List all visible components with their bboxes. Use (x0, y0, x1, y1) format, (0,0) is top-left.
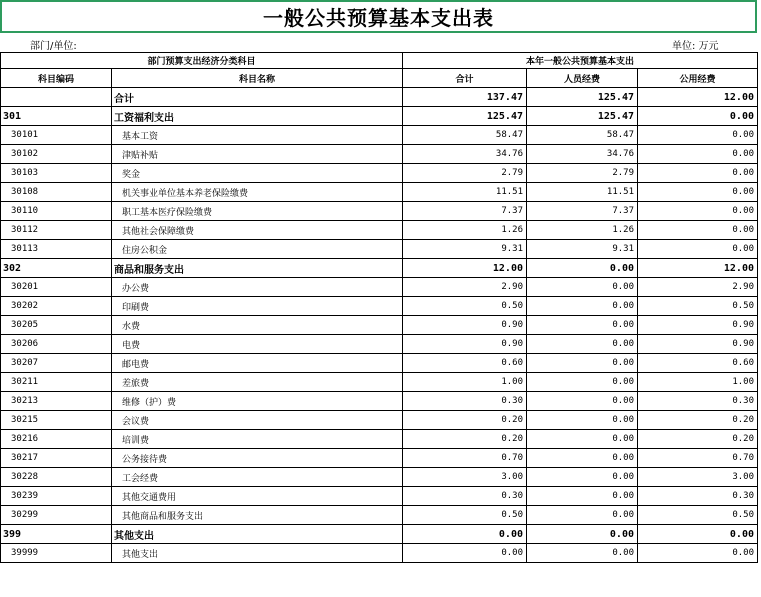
page-title: 一般公共预算基本支出表 (263, 6, 494, 30)
row-name: 电费 (112, 335, 403, 354)
header-group-right: 本年一般公共预算基本支出 (403, 53, 758, 69)
row-name: 其他社会保障缴费 (112, 221, 403, 240)
row-code: 301 (1, 107, 112, 126)
row-total: 9.31 (403, 240, 527, 259)
row-name: 其他支出 (112, 544, 403, 563)
row-code: 30101 (1, 126, 112, 145)
row-code: 302 (1, 259, 112, 278)
table-row (1, 373, 758, 392)
row-name: 基本工资 (112, 126, 403, 145)
table-row (1, 430, 758, 449)
row-public: 0.30 (638, 392, 758, 411)
row-code: 30110 (1, 202, 112, 221)
row-personnel: 2.79 (527, 164, 638, 183)
header-public: 公用经费 (638, 69, 758, 88)
row-code: 30113 (1, 240, 112, 259)
row-code: 30215 (1, 411, 112, 430)
row-name: 办公费 (112, 278, 403, 297)
table-row (1, 107, 758, 126)
row-personnel: 34.76 (527, 145, 638, 164)
row-code: 39999 (1, 544, 112, 563)
row-total: 0.90 (403, 335, 527, 354)
row-public: 0.70 (638, 449, 758, 468)
row-personnel: 0.00 (527, 411, 638, 430)
row-total: 0.30 (403, 487, 527, 506)
row-code: 399 (1, 525, 112, 544)
row-total: 34.76 (403, 145, 527, 164)
title-bar (0, 0, 757, 33)
row-public: 0.90 (638, 335, 758, 354)
row-public: 0.30 (638, 487, 758, 506)
row-name: 公务接待费 (112, 449, 403, 468)
row-name: 其他商品和服务支出 (112, 506, 403, 525)
row-personnel: 0.00 (527, 468, 638, 487)
row-public: 0.00 (638, 525, 758, 544)
row-personnel: 125.47 (527, 88, 638, 107)
row-name: 邮电费 (112, 354, 403, 373)
row-public: 3.00 (638, 468, 758, 487)
row-public: 0.00 (638, 544, 758, 563)
row-personnel: 9.31 (527, 240, 638, 259)
table-row (1, 202, 758, 221)
row-public: 0.20 (638, 411, 758, 430)
row-name: 其他交通费用 (112, 487, 403, 506)
row-total: 58.47 (403, 126, 527, 145)
row-total: 0.90 (403, 316, 527, 335)
table-row (1, 126, 758, 145)
row-personnel: 0.00 (527, 259, 638, 278)
table-row (1, 449, 758, 468)
row-public: 1.00 (638, 373, 758, 392)
table-row (1, 316, 758, 335)
row-name: 工资福利支出 (112, 107, 403, 126)
row-total: 1.26 (403, 221, 527, 240)
row-total: 7.37 (403, 202, 527, 221)
table-row (1, 506, 758, 525)
row-name: 会议费 (112, 411, 403, 430)
row-personnel: 0.00 (527, 316, 638, 335)
header-personnel: 人员经费 (527, 69, 638, 88)
row-code: 30299 (1, 506, 112, 525)
row-public: 0.00 (638, 202, 758, 221)
row-public: 0.00 (638, 240, 758, 259)
row-public: 0.50 (638, 506, 758, 525)
table-row (1, 145, 758, 164)
row-personnel: 11.51 (527, 183, 638, 202)
row-personnel: 0.00 (527, 392, 638, 411)
row-code: 30108 (1, 183, 112, 202)
row-name: 培训费 (112, 430, 403, 449)
row-personnel: 0.00 (527, 278, 638, 297)
row-total: 11.51 (403, 183, 527, 202)
row-total: 1.00 (403, 373, 527, 392)
row-public: 2.90 (638, 278, 758, 297)
row-personnel: 0.00 (527, 354, 638, 373)
row-personnel: 0.00 (527, 297, 638, 316)
row-total: 0.20 (403, 430, 527, 449)
row-name: 维修（护）费 (112, 392, 403, 411)
table-row (1, 278, 758, 297)
table-row (1, 354, 758, 373)
table-row (1, 468, 758, 487)
row-code: 30205 (1, 316, 112, 335)
row-code: 30207 (1, 354, 112, 373)
row-name: 工会经费 (112, 468, 403, 487)
row-total: 3.00 (403, 468, 527, 487)
row-code: 30211 (1, 373, 112, 392)
row-total: 0.00 (403, 544, 527, 563)
row-name: 差旅费 (112, 373, 403, 392)
department-label: 部门/单位: (30, 41, 77, 52)
row-code: 30217 (1, 449, 112, 468)
row-code: 30201 (1, 278, 112, 297)
table-row (1, 88, 758, 107)
table-row (1, 183, 758, 202)
row-total: 0.70 (403, 449, 527, 468)
row-name: 奖金 (112, 164, 403, 183)
row-total: 2.79 (403, 164, 527, 183)
row-code (1, 88, 112, 107)
header-group-left: 部门预算支出经济分类科目 (1, 53, 403, 69)
row-personnel: 0.00 (527, 487, 638, 506)
row-public: 0.00 (638, 145, 758, 164)
row-personnel: 0.00 (527, 449, 638, 468)
row-code: 30213 (1, 392, 112, 411)
row-public: 0.00 (638, 107, 758, 126)
row-code: 30102 (1, 145, 112, 164)
row-code: 30103 (1, 164, 112, 183)
row-code: 30202 (1, 297, 112, 316)
table-row (1, 221, 758, 240)
row-public: 0.50 (638, 297, 758, 316)
row-personnel: 125.47 (527, 107, 638, 126)
row-public: 0.20 (638, 430, 758, 449)
table-row (1, 335, 758, 354)
row-total: 2.90 (403, 278, 527, 297)
budget-table (0, 52, 758, 563)
row-public: 0.00 (638, 221, 758, 240)
row-public: 0.60 (638, 354, 758, 373)
row-personnel: 58.47 (527, 126, 638, 145)
row-public: 12.00 (638, 259, 758, 278)
row-name: 商品和服务支出 (112, 259, 403, 278)
row-name: 合计 (112, 88, 403, 107)
table-row (1, 525, 758, 544)
table-row (1, 487, 758, 506)
row-public: 12.00 (638, 88, 758, 107)
row-total: 0.50 (403, 297, 527, 316)
row-total: 0.00 (403, 525, 527, 544)
header-code: 科目编码 (1, 69, 112, 88)
row-name: 机关事业单位基本养老保险缴费 (112, 183, 403, 202)
row-code: 30112 (1, 221, 112, 240)
header-name: 科目名称 (112, 69, 403, 88)
row-public: 0.00 (638, 164, 758, 183)
row-code: 30228 (1, 468, 112, 487)
row-code: 30216 (1, 430, 112, 449)
row-name: 住房公积金 (112, 240, 403, 259)
row-public: 0.00 (638, 126, 758, 145)
row-name: 水费 (112, 316, 403, 335)
row-total: 0.60 (403, 354, 527, 373)
table-row (1, 259, 758, 278)
row-total: 0.20 (403, 411, 527, 430)
row-name: 印刷费 (112, 297, 403, 316)
row-personnel: 0.00 (527, 525, 638, 544)
header-group-row (1, 53, 758, 69)
row-personnel: 0.00 (527, 335, 638, 354)
row-name: 其他支出 (112, 525, 403, 544)
header-column-row (1, 69, 758, 88)
row-code: 30206 (1, 335, 112, 354)
row-name: 津贴补贴 (112, 145, 403, 164)
row-personnel: 0.00 (527, 544, 638, 563)
row-personnel: 1.26 (527, 221, 638, 240)
row-personnel: 0.00 (527, 506, 638, 525)
table-row (1, 164, 758, 183)
row-total: 12.00 (403, 259, 527, 278)
row-total: 125.47 (403, 107, 527, 126)
table-row (1, 411, 758, 430)
row-personnel: 7.37 (527, 202, 638, 221)
row-total: 137.47 (403, 88, 527, 107)
row-public: 0.00 (638, 183, 758, 202)
row-personnel: 0.00 (527, 373, 638, 392)
row-code: 30239 (1, 487, 112, 506)
table-row (1, 297, 758, 316)
row-public: 0.90 (638, 316, 758, 335)
row-total: 0.30 (403, 392, 527, 411)
table-row (1, 392, 758, 411)
table-row (1, 544, 758, 563)
row-personnel: 0.00 (527, 430, 638, 449)
unit-label: 单位: 万元 (672, 41, 719, 52)
row-total: 0.50 (403, 506, 527, 525)
table-row (1, 240, 758, 259)
row-name: 职工基本医疗保险缴费 (112, 202, 403, 221)
header-total: 合计 (403, 69, 527, 88)
